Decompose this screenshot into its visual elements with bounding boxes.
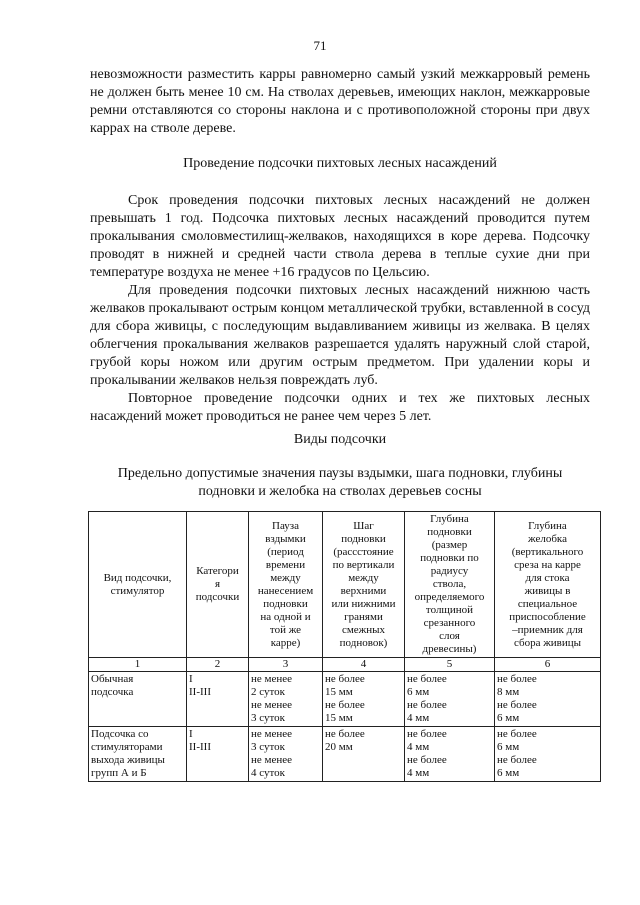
cell-line: сбора живицы <box>513 636 582 649</box>
cell-line: подсочки <box>195 591 240 603</box>
cell-line: вздымки <box>265 532 306 545</box>
cell-line: 4 мм <box>407 741 430 753</box>
column-number: 5 <box>405 658 495 672</box>
cell-line: Пауза <box>272 519 299 532</box>
header-depth <box>405 512 495 658</box>
cell-line: Обычная <box>91 673 134 685</box>
cell-line: 3 суток <box>251 741 285 753</box>
section-paragraphs <box>90 192 590 426</box>
cell-line: не менее <box>251 754 293 766</box>
cell-line: желобка <box>528 532 567 545</box>
section-heading: Проведение подсочки пихтовых лесных насаждений <box>183 156 497 171</box>
cell-line: 15 мм <box>325 686 353 698</box>
cell-line: не более <box>407 699 447 711</box>
row-category-cell <box>187 727 249 782</box>
cell-line: для стока <box>525 571 570 584</box>
cell-line: стимулятор <box>110 584 165 597</box>
cell-line: не более <box>407 754 447 766</box>
cell-line: нанесением <box>257 584 314 597</box>
intro-paragraph <box>90 66 590 138</box>
paragraph-1: Срок проведения подсочки пихтовых лесных насаждений не должен превышать 1 год. Подсочка пихтовых лесных насаждений проводится путем прокалывания смоловместилищ-желваков, находящихся в коре дерева. Подсочку проводят в нижней и средней части ствола дерева в теплые сухие дни при температуре воздуха не менее +16 градусов по Цельсию. <box>90 193 590 280</box>
cell-line: не более <box>497 728 537 740</box>
cell-line: 6 мм <box>407 686 430 698</box>
cell-line: среза на карре <box>514 558 581 571</box>
cell-line: гранями <box>344 610 383 623</box>
cell-line: 3 суток <box>251 712 285 724</box>
row-type-cell <box>89 727 187 782</box>
cell-line: (размер <box>431 539 468 551</box>
cell-line: не менее <box>251 728 293 740</box>
cell-line: Глубина <box>528 519 567 532</box>
cell-line: не менее <box>251 699 293 711</box>
row-step-cell <box>323 672 405 727</box>
column-number: 4 <box>323 658 405 672</box>
cell-line: слоя <box>439 630 460 642</box>
table-row <box>89 727 601 782</box>
cell-line: не более <box>325 699 365 711</box>
table-row <box>89 672 601 727</box>
row-depth-cell <box>405 727 495 782</box>
header-groove <box>495 512 601 658</box>
cell-line: на одной и <box>260 610 311 623</box>
row-pause-cell <box>249 727 323 782</box>
cell-line: верхними <box>340 584 387 597</box>
intro-text: невозможности разместить карры равномерно самый узкий межкарровый ремень не должен быть менее 10 см. На стволах деревьев, имеющих наклон, межкарровые ремни отставляются со стороны наклона и с противоположной стороны при двух каррах на стволе дереве. <box>90 67 590 136</box>
cell-line: 4 мм <box>407 712 430 724</box>
cell-line: не более <box>497 754 537 766</box>
cell-line: подновок) <box>339 636 388 649</box>
cell-line: (период <box>267 545 304 558</box>
cell-line: смежных <box>341 623 386 636</box>
column-number-row <box>89 658 601 672</box>
cell-line: между <box>348 571 379 584</box>
cell-line: 4 суток <box>251 767 285 779</box>
cell-line: I <box>189 728 193 740</box>
cell-line: или нижними <box>331 597 396 610</box>
column-number: 1 <box>89 658 187 672</box>
cell-line: не более <box>407 673 447 685</box>
cell-line: 2 суток <box>251 686 285 698</box>
cell-line: Глубина <box>430 513 469 525</box>
cell-line: я <box>214 578 221 590</box>
paragraph-3: Повторное проведение подсочки одних и тех же пихтовых лесных насаждений может проводиться не ранее чем через 5 лет. <box>90 391 590 424</box>
cell-line: не менее <box>251 673 293 685</box>
cell-line: 8 мм <box>497 686 520 698</box>
cell-line: ствола, <box>432 578 467 590</box>
header-pause <box>249 512 323 658</box>
cell-line: той же <box>269 623 302 636</box>
cell-line: Шаг <box>353 519 374 532</box>
cell-line: –приемник для <box>512 623 583 636</box>
cell-line: подсочка <box>91 686 134 698</box>
cell-line: времени <box>265 558 306 571</box>
cell-line: не более <box>497 673 537 685</box>
cell-line: Подсочка со <box>91 728 149 740</box>
types-heading: Виды подсочки <box>293 432 387 447</box>
cell-line: карре) <box>270 636 301 649</box>
cell-line: радиусу <box>430 565 469 577</box>
cell-line: подновки <box>427 526 472 538</box>
header-step <box>323 512 405 658</box>
cell-line: определяемого <box>414 591 485 603</box>
cell-line: подновки по <box>420 552 479 564</box>
cell-line: 20 мм <box>325 741 353 753</box>
cell-line: живицы в <box>524 584 571 597</box>
cell-line: 6 мм <box>497 712 520 724</box>
page-number: 71 <box>313 38 327 53</box>
row-groove-cell <box>495 727 601 782</box>
header-category <box>187 512 249 658</box>
cell-line: подновки <box>263 597 308 610</box>
pause-values-table <box>88 511 601 782</box>
row-pause-cell <box>249 672 323 727</box>
cell-line: (вертикального <box>511 545 584 558</box>
cell-line: II-III <box>189 741 211 753</box>
row-type-cell <box>89 672 187 727</box>
cell-line: 6 мм <box>497 767 520 779</box>
cell-line: Категори <box>196 565 239 577</box>
cell-line: групп А и Б <box>91 767 147 779</box>
header-type <box>89 512 187 658</box>
cell-line: не более <box>325 728 365 740</box>
cell-line: 15 мм <box>325 712 353 724</box>
paragraph-2: Для проведения подсочки пихтовых лесных насаждений нижнюю часть желваков прокалывают острым концом металлической трубки, вставленной в сосуд для сбора живицы, с последующим выдавливанием живицы из желвака. В целях облегчения прокалывания желваков разрешается удалять наружный слой старой, грубой коры ножом или другим острым предметом. При удалении коры и прокалывании желваков нельзя повреждать луб. <box>90 283 590 388</box>
row-depth-cell <box>405 672 495 727</box>
cell-line: специальное <box>517 597 578 610</box>
cell-line: подновки <box>341 532 386 545</box>
cell-line: срезанного <box>423 617 476 629</box>
cell-line: выхода живицы <box>91 754 165 766</box>
cell-line: Вид подсочки, <box>103 571 172 584</box>
cell-line: I <box>189 673 193 685</box>
cell-line: между <box>270 571 301 584</box>
cell-line: толщиной <box>425 604 474 616</box>
cell-line: древесины) <box>422 643 477 655</box>
row-step-cell <box>323 727 405 782</box>
cell-line: стимуляторами <box>91 741 163 753</box>
cell-line: II-III <box>189 686 211 698</box>
cell-line: не более <box>325 673 365 685</box>
row-groove-cell <box>495 672 601 727</box>
column-number: 3 <box>249 658 323 672</box>
column-number: 2 <box>187 658 249 672</box>
cell-line: не более <box>407 728 447 740</box>
cell-line: по вертикали <box>332 558 395 571</box>
table-header-row <box>89 512 601 658</box>
table-caption: Предельно допустимые значения паузы вздымки, шага подновки, глубины подновки и желобка на стволах деревьев сосны <box>117 466 563 499</box>
cell-line: не более <box>497 699 537 711</box>
column-number: 6 <box>495 658 601 672</box>
cell-line: приспособление <box>509 610 586 623</box>
cell-line: (рассстояние <box>333 545 394 558</box>
row-category-cell <box>187 672 249 727</box>
cell-line: 4 мм <box>407 767 430 779</box>
cell-line: 6 мм <box>497 741 520 753</box>
